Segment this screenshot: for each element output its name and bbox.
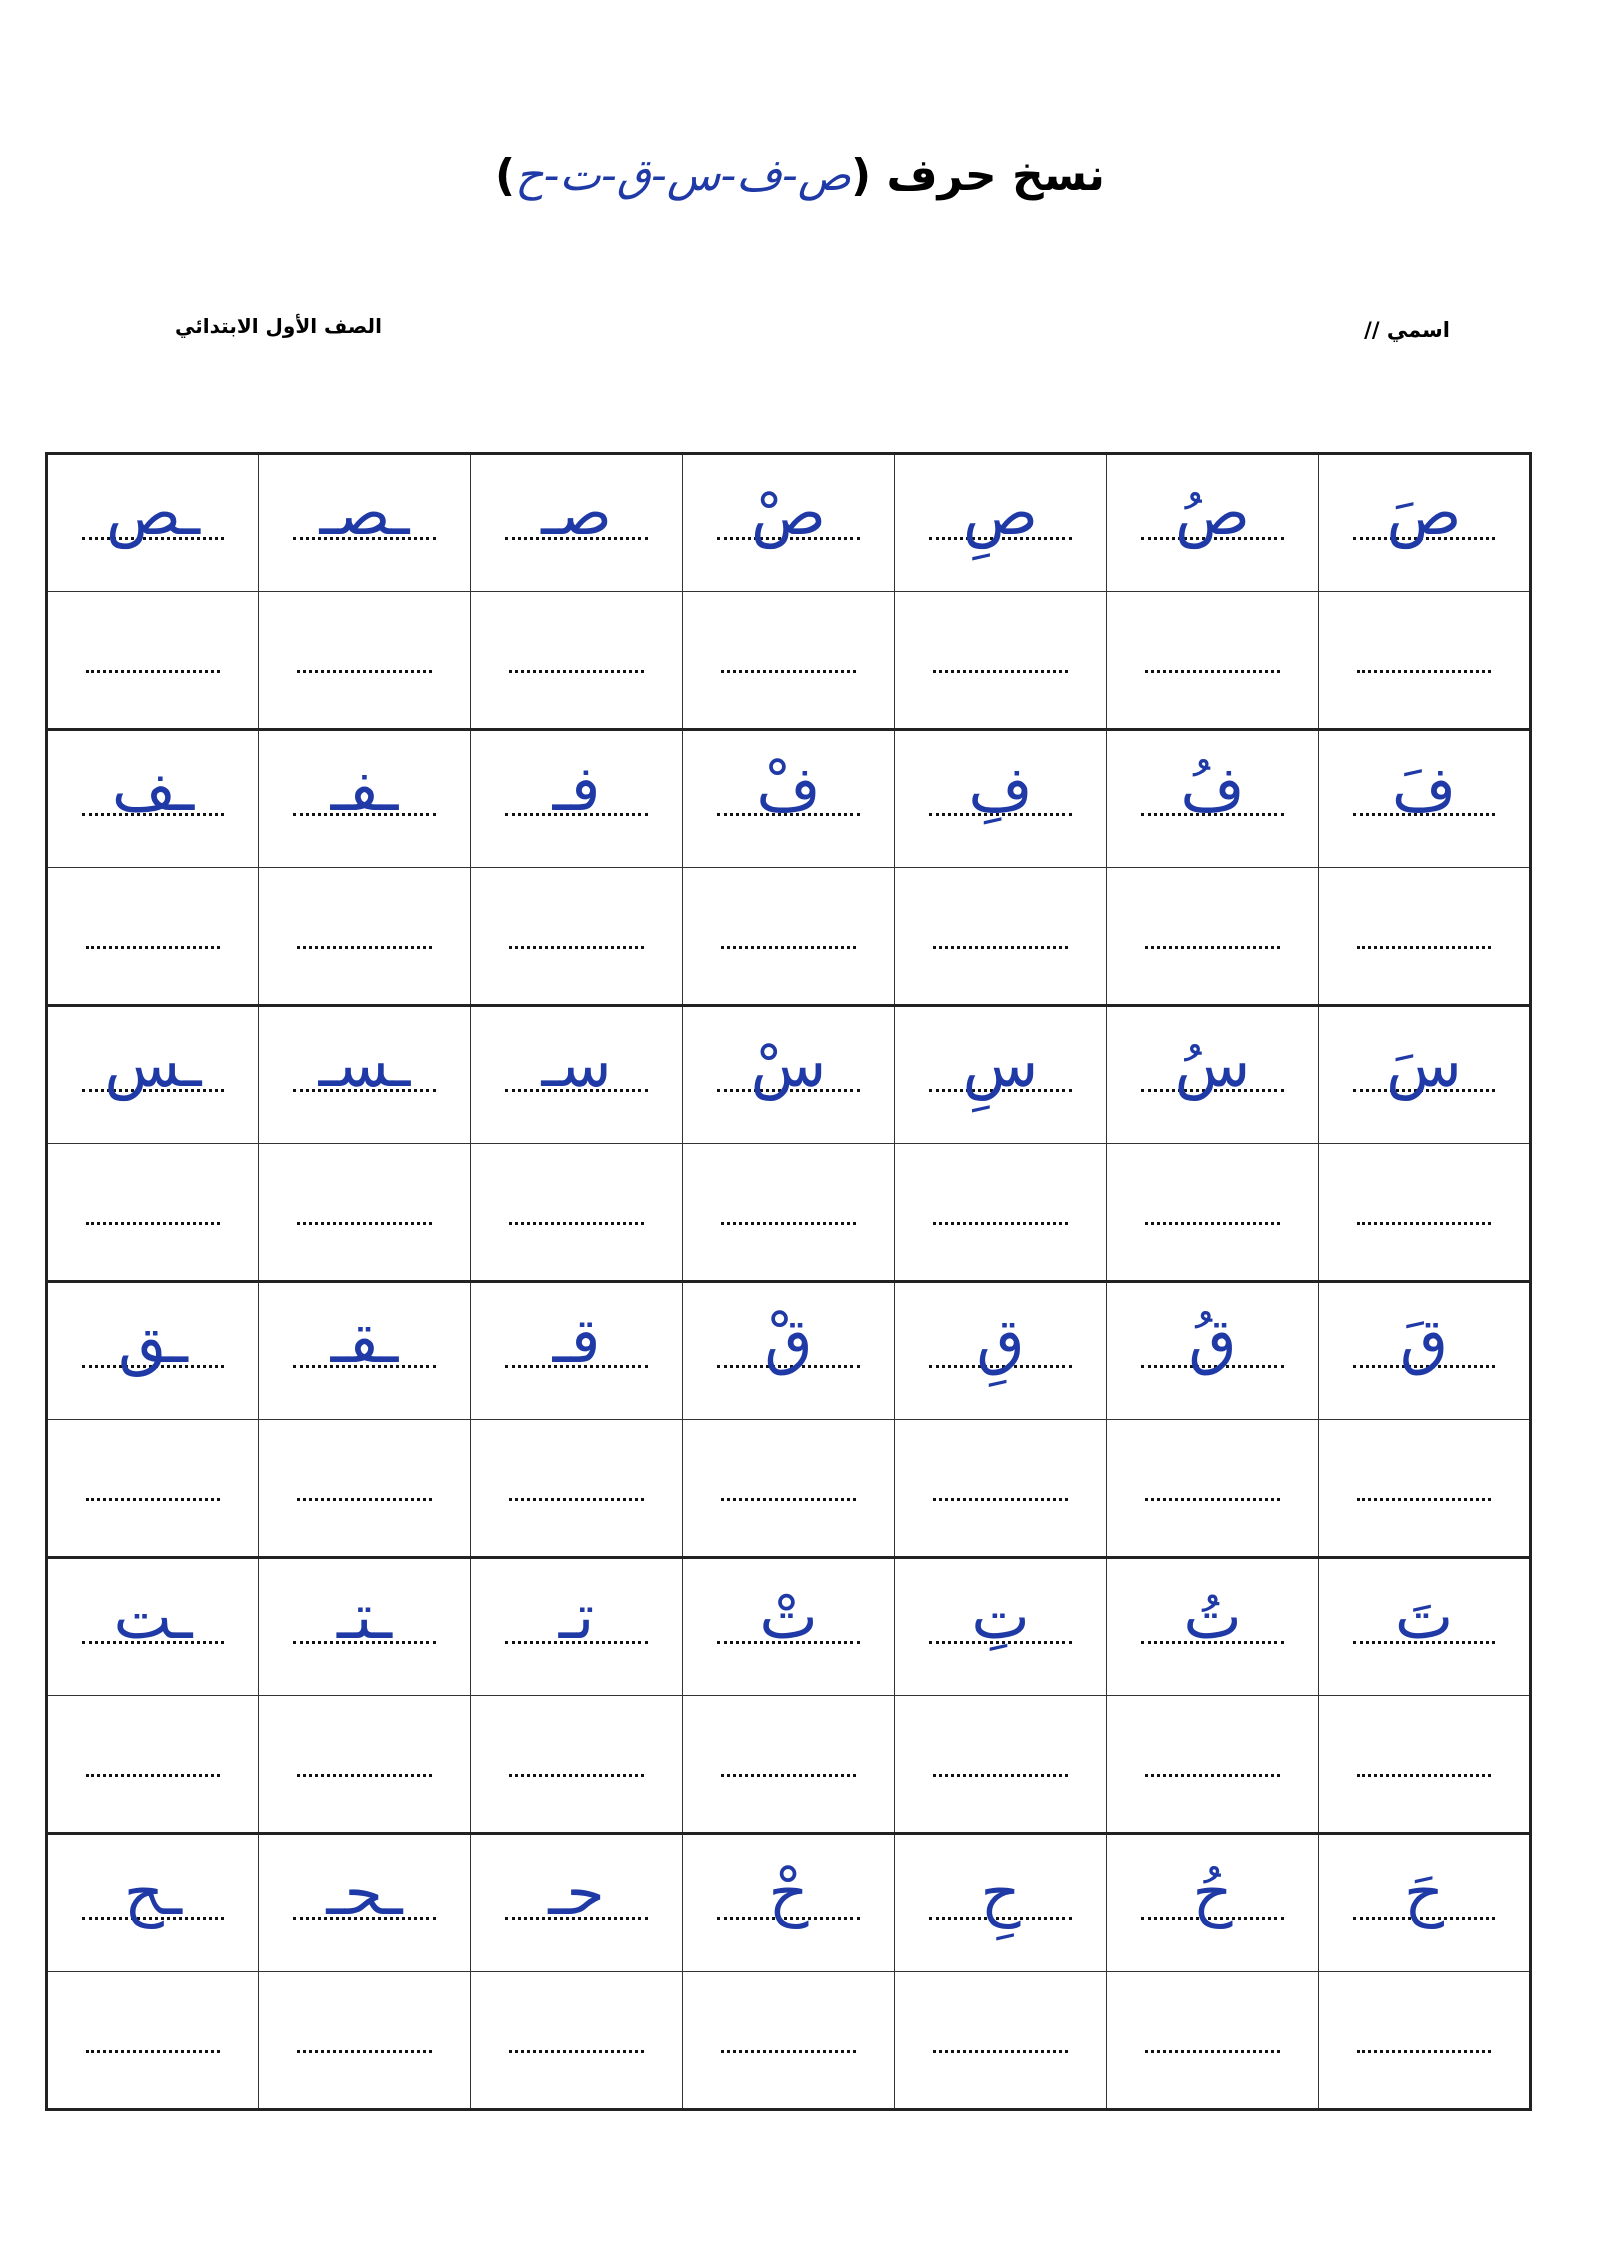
model-cell xyxy=(1107,1282,1319,1420)
practice-cell[interactable] xyxy=(471,592,683,730)
model-cell xyxy=(471,1006,683,1144)
dotted-line xyxy=(1357,1774,1491,1777)
page-title xyxy=(0,150,1600,201)
dotted-line xyxy=(1145,1774,1280,1777)
practice-cell[interactable] xyxy=(1107,1696,1319,1834)
practice-row-ha xyxy=(47,1972,1531,2110)
dotted-line xyxy=(509,1222,644,1225)
practice-cell[interactable] xyxy=(471,868,683,1006)
letter-form: سـ xyxy=(541,1028,612,1101)
model-cell xyxy=(683,1006,895,1144)
letter-form: ـص xyxy=(105,476,201,549)
model-cell xyxy=(1319,1006,1531,1144)
dotted-line xyxy=(509,946,644,949)
practice-cell[interactable] xyxy=(895,1420,1107,1558)
model-cell xyxy=(895,454,1107,592)
model-cell xyxy=(47,1558,259,1696)
practice-cell[interactable] xyxy=(259,1972,471,2110)
dotted-line xyxy=(933,2050,1068,2053)
letter-form: حْ xyxy=(768,1856,809,1929)
model-cell xyxy=(259,1558,471,1696)
practice-cell[interactable] xyxy=(1319,868,1531,1006)
practice-row-sin xyxy=(47,1144,1531,1282)
letter-form: حِ xyxy=(980,1856,1021,1929)
practice-cell[interactable] xyxy=(1319,1144,1531,1282)
letter-form: حُ xyxy=(1192,1856,1233,1929)
letter-form: صِ xyxy=(963,476,1038,549)
practice-cell[interactable] xyxy=(683,1696,895,1834)
dotted-line xyxy=(1145,670,1280,673)
letter-form: تُ xyxy=(1183,1580,1242,1653)
model-cell xyxy=(259,1834,471,1972)
dotted-line xyxy=(721,2050,856,2053)
model-cell xyxy=(895,1282,1107,1420)
model-cell xyxy=(683,1558,895,1696)
dotted-line xyxy=(297,670,432,673)
dotted-line xyxy=(1145,1498,1280,1501)
title-open-paren: ( xyxy=(851,150,872,201)
practice-row-qaf xyxy=(47,1420,1531,1558)
letter-form: ـصـ xyxy=(319,476,410,549)
model-cell xyxy=(1107,1834,1319,1972)
letter-form: تْ xyxy=(759,1580,818,1653)
model-cell xyxy=(471,454,683,592)
dotted-line xyxy=(297,946,432,949)
practice-cell[interactable] xyxy=(683,592,895,730)
dotted-line xyxy=(86,1498,220,1501)
letter-form: سُ xyxy=(1174,1028,1251,1101)
practice-cell[interactable] xyxy=(895,592,1107,730)
model-cell xyxy=(259,730,471,868)
dotted-line xyxy=(86,2050,220,2053)
letter-form: صْ xyxy=(751,476,826,549)
dotted-line xyxy=(933,1774,1068,1777)
model-row-ha xyxy=(47,1834,1531,1972)
letter-form: قِ xyxy=(976,1304,1025,1377)
dotted-line xyxy=(933,946,1068,949)
dotted-line xyxy=(86,1222,220,1225)
model-cell xyxy=(471,1834,683,1972)
dotted-line xyxy=(297,2050,432,2053)
practice-cell[interactable] xyxy=(259,1144,471,1282)
dotted-line xyxy=(721,670,856,673)
practice-cell[interactable] xyxy=(895,1972,1107,2110)
model-cell xyxy=(683,730,895,868)
letter-form: ـف xyxy=(111,752,195,825)
model-cell xyxy=(683,454,895,592)
model-cell xyxy=(47,1834,259,1972)
model-row-ta xyxy=(47,1558,1531,1696)
dotted-line xyxy=(1357,670,1491,673)
letter-form: فِ xyxy=(968,752,1033,825)
dotted-line xyxy=(297,1222,432,1225)
model-cell xyxy=(47,454,259,592)
practice-cell[interactable] xyxy=(1319,1420,1531,1558)
model-cell xyxy=(1319,454,1531,592)
model-row-fa xyxy=(47,730,1531,868)
dotted-line xyxy=(509,1498,644,1501)
practice-cell[interactable] xyxy=(47,868,259,1006)
practice-cell[interactable] xyxy=(47,1972,259,2110)
title-letters: ص-ف-س-ق-ت-ح xyxy=(515,150,851,201)
practice-row-fa xyxy=(47,868,1531,1006)
practice-cell[interactable] xyxy=(259,1696,471,1834)
dotted-line xyxy=(933,670,1068,673)
practice-cell[interactable] xyxy=(683,1972,895,2110)
practice-row-sad xyxy=(47,592,1531,730)
letter-form: صَ xyxy=(1386,476,1462,549)
dotted-line xyxy=(86,670,220,673)
dotted-line xyxy=(297,1774,432,1777)
practice-cell[interactable] xyxy=(259,1420,471,1558)
letter-form: تـ xyxy=(558,1580,595,1653)
model-cell xyxy=(895,1834,1107,1972)
practice-cell[interactable] xyxy=(47,592,259,730)
dotted-line xyxy=(1357,1498,1491,1501)
practice-cell[interactable] xyxy=(47,1144,259,1282)
model-cell xyxy=(1319,730,1531,868)
dotted-line xyxy=(509,1774,644,1777)
practice-cell[interactable] xyxy=(895,1144,1107,1282)
model-row-qaf xyxy=(47,1282,1531,1420)
model-cell xyxy=(47,730,259,868)
letter-form: فـ xyxy=(552,752,601,825)
practice-cell[interactable] xyxy=(1107,592,1319,730)
worksheet-grid xyxy=(45,452,1532,2111)
letter-form: ـسـ xyxy=(318,1028,411,1101)
letter-form: ـس xyxy=(104,1028,202,1101)
practice-cell[interactable] xyxy=(47,1420,259,1558)
dotted-line xyxy=(721,1774,856,1777)
letter-form: سِ xyxy=(962,1028,1039,1101)
dotted-line xyxy=(86,1774,220,1777)
letter-form: فْ xyxy=(756,752,821,825)
letter-form: ـق xyxy=(118,1304,188,1377)
model-cell xyxy=(1107,1558,1319,1696)
model-row-sad xyxy=(47,454,1531,592)
practice-cell[interactable] xyxy=(1319,1972,1531,2110)
practice-cell[interactable] xyxy=(683,1144,895,1282)
dotted-line xyxy=(933,1222,1068,1225)
practice-cell[interactable] xyxy=(471,1420,683,1558)
dotted-line xyxy=(1357,1222,1491,1225)
letter-form: سْ xyxy=(750,1028,827,1101)
model-cell xyxy=(47,1282,259,1420)
dotted-line xyxy=(297,1498,432,1501)
model-cell xyxy=(1107,1006,1319,1144)
practice-cell[interactable] xyxy=(1107,1420,1319,1558)
letter-form: ـح xyxy=(123,1856,183,1929)
model-cell xyxy=(259,1006,471,1144)
practice-cell[interactable] xyxy=(259,868,471,1006)
letter-form: ـتـ xyxy=(336,1580,393,1653)
practice-cell[interactable] xyxy=(1319,592,1531,730)
dotted-line xyxy=(509,670,644,673)
letter-form: ـقـ xyxy=(330,1304,399,1377)
letter-form: قَ xyxy=(1399,1304,1449,1377)
practice-cell[interactable] xyxy=(471,1972,683,2110)
practice-cell[interactable] xyxy=(1107,1972,1319,2110)
model-cell xyxy=(1319,1558,1531,1696)
letter-form: قْ xyxy=(764,1304,813,1377)
model-cell xyxy=(895,1006,1107,1144)
dotted-line xyxy=(509,2050,644,2053)
practice-cell[interactable] xyxy=(683,1420,895,1558)
model-cell xyxy=(259,1282,471,1420)
letter-form: صـ xyxy=(541,476,612,549)
dotted-line xyxy=(1145,1222,1280,1225)
dotted-line xyxy=(933,1498,1068,1501)
model-cell xyxy=(47,1006,259,1144)
letter-form: فَ xyxy=(1391,752,1457,825)
model-cell xyxy=(471,1282,683,1420)
practice-cell[interactable] xyxy=(259,592,471,730)
letter-form: فُ xyxy=(1180,752,1245,825)
practice-cell[interactable] xyxy=(1107,868,1319,1006)
practice-cell[interactable] xyxy=(1107,1144,1319,1282)
practice-cell[interactable] xyxy=(1319,1696,1531,1834)
practice-cell[interactable] xyxy=(895,1696,1107,1834)
model-cell xyxy=(895,1558,1107,1696)
letter-form: تَ xyxy=(1394,1580,1454,1653)
dotted-line xyxy=(721,1498,856,1501)
dotted-line xyxy=(721,946,856,949)
dotted-line xyxy=(1357,2050,1491,2053)
letter-form: صُ xyxy=(1175,476,1250,549)
practice-cell[interactable] xyxy=(683,868,895,1006)
model-cell xyxy=(683,1282,895,1420)
title-main: نسخ حرف xyxy=(886,150,1105,201)
letter-form: حـ xyxy=(548,1856,605,1929)
letter-form: حَ xyxy=(1403,1856,1445,1929)
letter-form: تِ xyxy=(971,1580,1030,1653)
model-row-sin xyxy=(47,1006,1531,1144)
letter-form: ـفـ xyxy=(330,752,399,825)
practice-row-ta xyxy=(47,1696,1531,1834)
letter-form: قـ xyxy=(552,1304,601,1377)
dotted-line xyxy=(1145,2050,1280,2053)
letter-form: ـت xyxy=(113,1580,193,1653)
dotted-line xyxy=(1145,946,1280,949)
name-label: اسمي // xyxy=(1364,318,1450,342)
title-close-paren: ) xyxy=(495,150,516,201)
practice-cell[interactable] xyxy=(471,1696,683,1834)
dotted-line xyxy=(86,946,220,949)
model-cell xyxy=(471,730,683,868)
letter-form: سَ xyxy=(1386,1028,1462,1101)
model-cell xyxy=(1319,1282,1531,1420)
model-cell xyxy=(1107,454,1319,592)
model-cell xyxy=(1319,1834,1531,1972)
letter-form: ـحـ xyxy=(326,1856,403,1929)
practice-cell[interactable] xyxy=(895,868,1107,1006)
model-cell xyxy=(471,1558,683,1696)
practice-cell[interactable] xyxy=(47,1696,259,1834)
letter-form: قُ xyxy=(1188,1304,1237,1377)
model-cell xyxy=(895,730,1107,868)
dotted-line xyxy=(1357,946,1491,949)
practice-cell[interactable] xyxy=(471,1144,683,1282)
model-cell xyxy=(259,454,471,592)
model-cell xyxy=(1107,730,1319,868)
model-cell xyxy=(683,1834,895,1972)
grade-label: الصف الأول الابتدائي xyxy=(175,314,382,338)
dotted-line xyxy=(721,1222,856,1225)
